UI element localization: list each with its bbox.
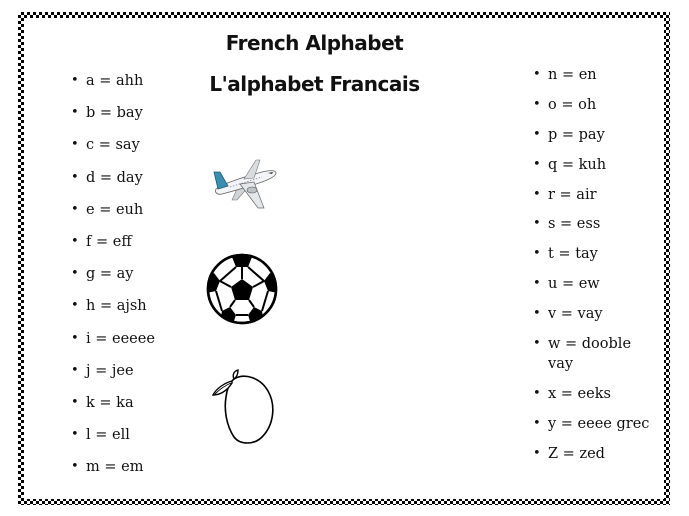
- list-item: • n = en: [533, 65, 653, 85]
- list-item: • i = eeeee: [71, 329, 231, 361]
- list-item: • j = jee: [71, 361, 231, 393]
- list-item: • t = tay: [533, 244, 653, 264]
- list-item: • b = bay: [71, 103, 231, 135]
- list-item: • y = eeee grec: [533, 414, 653, 434]
- list-item: • e = euh: [71, 200, 231, 232]
- list-item: • q = kuh: [533, 155, 653, 175]
- list-item: • s = ess: [533, 214, 653, 234]
- list-item: • x = eeks: [533, 384, 653, 404]
- title-english: French Alphabet: [225, 31, 404, 55]
- soccer-ball-icon: [206, 253, 278, 325]
- title-french: L'alphabet Francais: [209, 72, 420, 96]
- lemon-icon: [210, 365, 282, 447]
- alphabet-list-right: [533, 65, 653, 474]
- list-item: • u = ew: [533, 274, 653, 294]
- list-item: • m = em: [71, 457, 231, 489]
- list-item: • p = pay: [533, 125, 653, 145]
- list-item: • f = eff: [71, 232, 231, 264]
- list-item: • r = air: [533, 185, 653, 205]
- list-item: • h = ajsh: [71, 296, 231, 328]
- list-item: • k = ka: [71, 393, 231, 425]
- list-item: • w = dooble vay: [533, 334, 643, 374]
- list-item: • o = oh: [533, 95, 653, 115]
- list-item: • g = ay: [71, 264, 231, 296]
- airplane-icon: [210, 152, 282, 210]
- list-item: • l = ell: [71, 425, 231, 457]
- list-item: • Z = zed: [533, 444, 653, 464]
- list-item: • d = day: [71, 168, 231, 200]
- list-item: • v = vay: [533, 304, 653, 324]
- list-item: • a = ahh: [71, 71, 231, 103]
- list-item: • c = say: [71, 135, 231, 167]
